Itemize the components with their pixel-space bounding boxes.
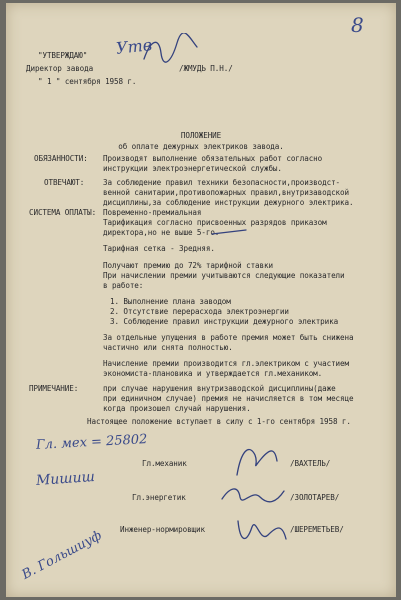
payment-line: 3. Соблюдение правил инструкции дежурного электрика <box>110 317 339 326</box>
payment-line: Тарификация согласно присвоенных разрядов приказом <box>103 218 327 227</box>
responsible-line: За соблюдение правил техники безопасности,производст- <box>103 178 341 187</box>
payment-line: Тарифная сетка - Зредняя. <box>103 244 215 253</box>
signatory-position: Инженер-нормировщик <box>120 525 205 534</box>
payment-line: За отдельные упущения в работе премия может быть снижена <box>103 333 354 342</box>
handwritten-correction <box>210 225 250 239</box>
payment-line: Повременно-премиальная <box>103 208 202 217</box>
approval-handwritten-mark: Утв <box>115 35 153 58</box>
signatory-position: Гл.энергетик <box>132 493 186 502</box>
note-line: при случае нарушения внутризаводской дисциплины(даже <box>103 384 336 393</box>
responsible-line: венной санитарии,противопожарных правил,внутризаводской <box>103 188 349 197</box>
signatory-name: /ШЕРЕМЕТЬЕВ/ <box>290 525 344 534</box>
responsible-line: дисциплины,за соблюдение инструкции дежурного электрика. <box>103 198 354 207</box>
signatory-position: Гл.механик <box>142 459 187 468</box>
duties-line: инструкции электроэнергетической службы. <box>103 164 282 173</box>
responsible-label: ОТВЕЧАЮТ: <box>44 178 85 187</box>
payment-line: частично или снята полностью. <box>103 343 233 352</box>
approval-signature-name: /ЖМУДЬ П.Н./ <box>179 64 233 73</box>
approval-position: Директор завода <box>26 64 94 73</box>
payment-line: 1. Выполнение плана заводом <box>110 297 231 306</box>
margin-note: Мишиш <box>35 468 96 490</box>
page-number: 8 <box>351 13 364 37</box>
payment-line: 2. Отсутствие перерасхода электроэнергии <box>110 307 289 316</box>
signatory-name: /ВАХТЕЛЬ/ <box>290 459 331 468</box>
margin-note: Гл. мех = 25802 <box>35 432 148 453</box>
payment-line: экономиста-плановика и утверждается гл.механиком. <box>103 369 323 378</box>
duties-label: ОБЯЗАННОСТИ: <box>34 154 88 163</box>
note-line: когда произошел случай нарушения. <box>103 404 251 413</box>
margin-note: В. Гольшиуф <box>19 528 105 583</box>
chief-power-engineer-signature <box>218 481 288 511</box>
approval-date: " 1 " сентября 1958 г. <box>38 77 137 86</box>
payment-line: При начислении премии учитываются следующие показатели <box>103 271 345 280</box>
payment-line: Получают премию до 72% тарифной ставки <box>103 261 273 270</box>
document-page <box>6 3 396 597</box>
document-subtitle: об оплате дежурных электриков завода. <box>118 142 284 151</box>
note-label: ПРИМЕЧАНИЕ: <box>29 384 79 393</box>
payment-line: директора,но не выше 5-го. <box>103 228 220 237</box>
signatory-name: /ЗОЛОТАРЕВ/ <box>290 493 340 502</box>
approval-title: "УТВЕРЖДАЮ" <box>38 51 88 60</box>
rate-engineer-signature <box>232 513 292 553</box>
effective-statement: Настоящее положение вступает в силу с 1-го сентября 1958 г. <box>87 417 351 426</box>
payment-line: в работе: <box>103 281 144 290</box>
chief-mechanic-signature <box>231 441 281 481</box>
director-signature <box>141 33 201 69</box>
note-line: при единичном случае) премия не начисляется в том месяце <box>103 394 354 403</box>
payment-label: СИСТЕМА ОПЛАТЫ: <box>29 208 97 217</box>
document-title: ПОЛОЖЕНИЕ <box>180 131 222 140</box>
payment-line: Начисление премии производится гл.электриком с участием <box>103 359 349 368</box>
duties-line: Производят выполнение обязательных работ согласно <box>103 154 323 163</box>
